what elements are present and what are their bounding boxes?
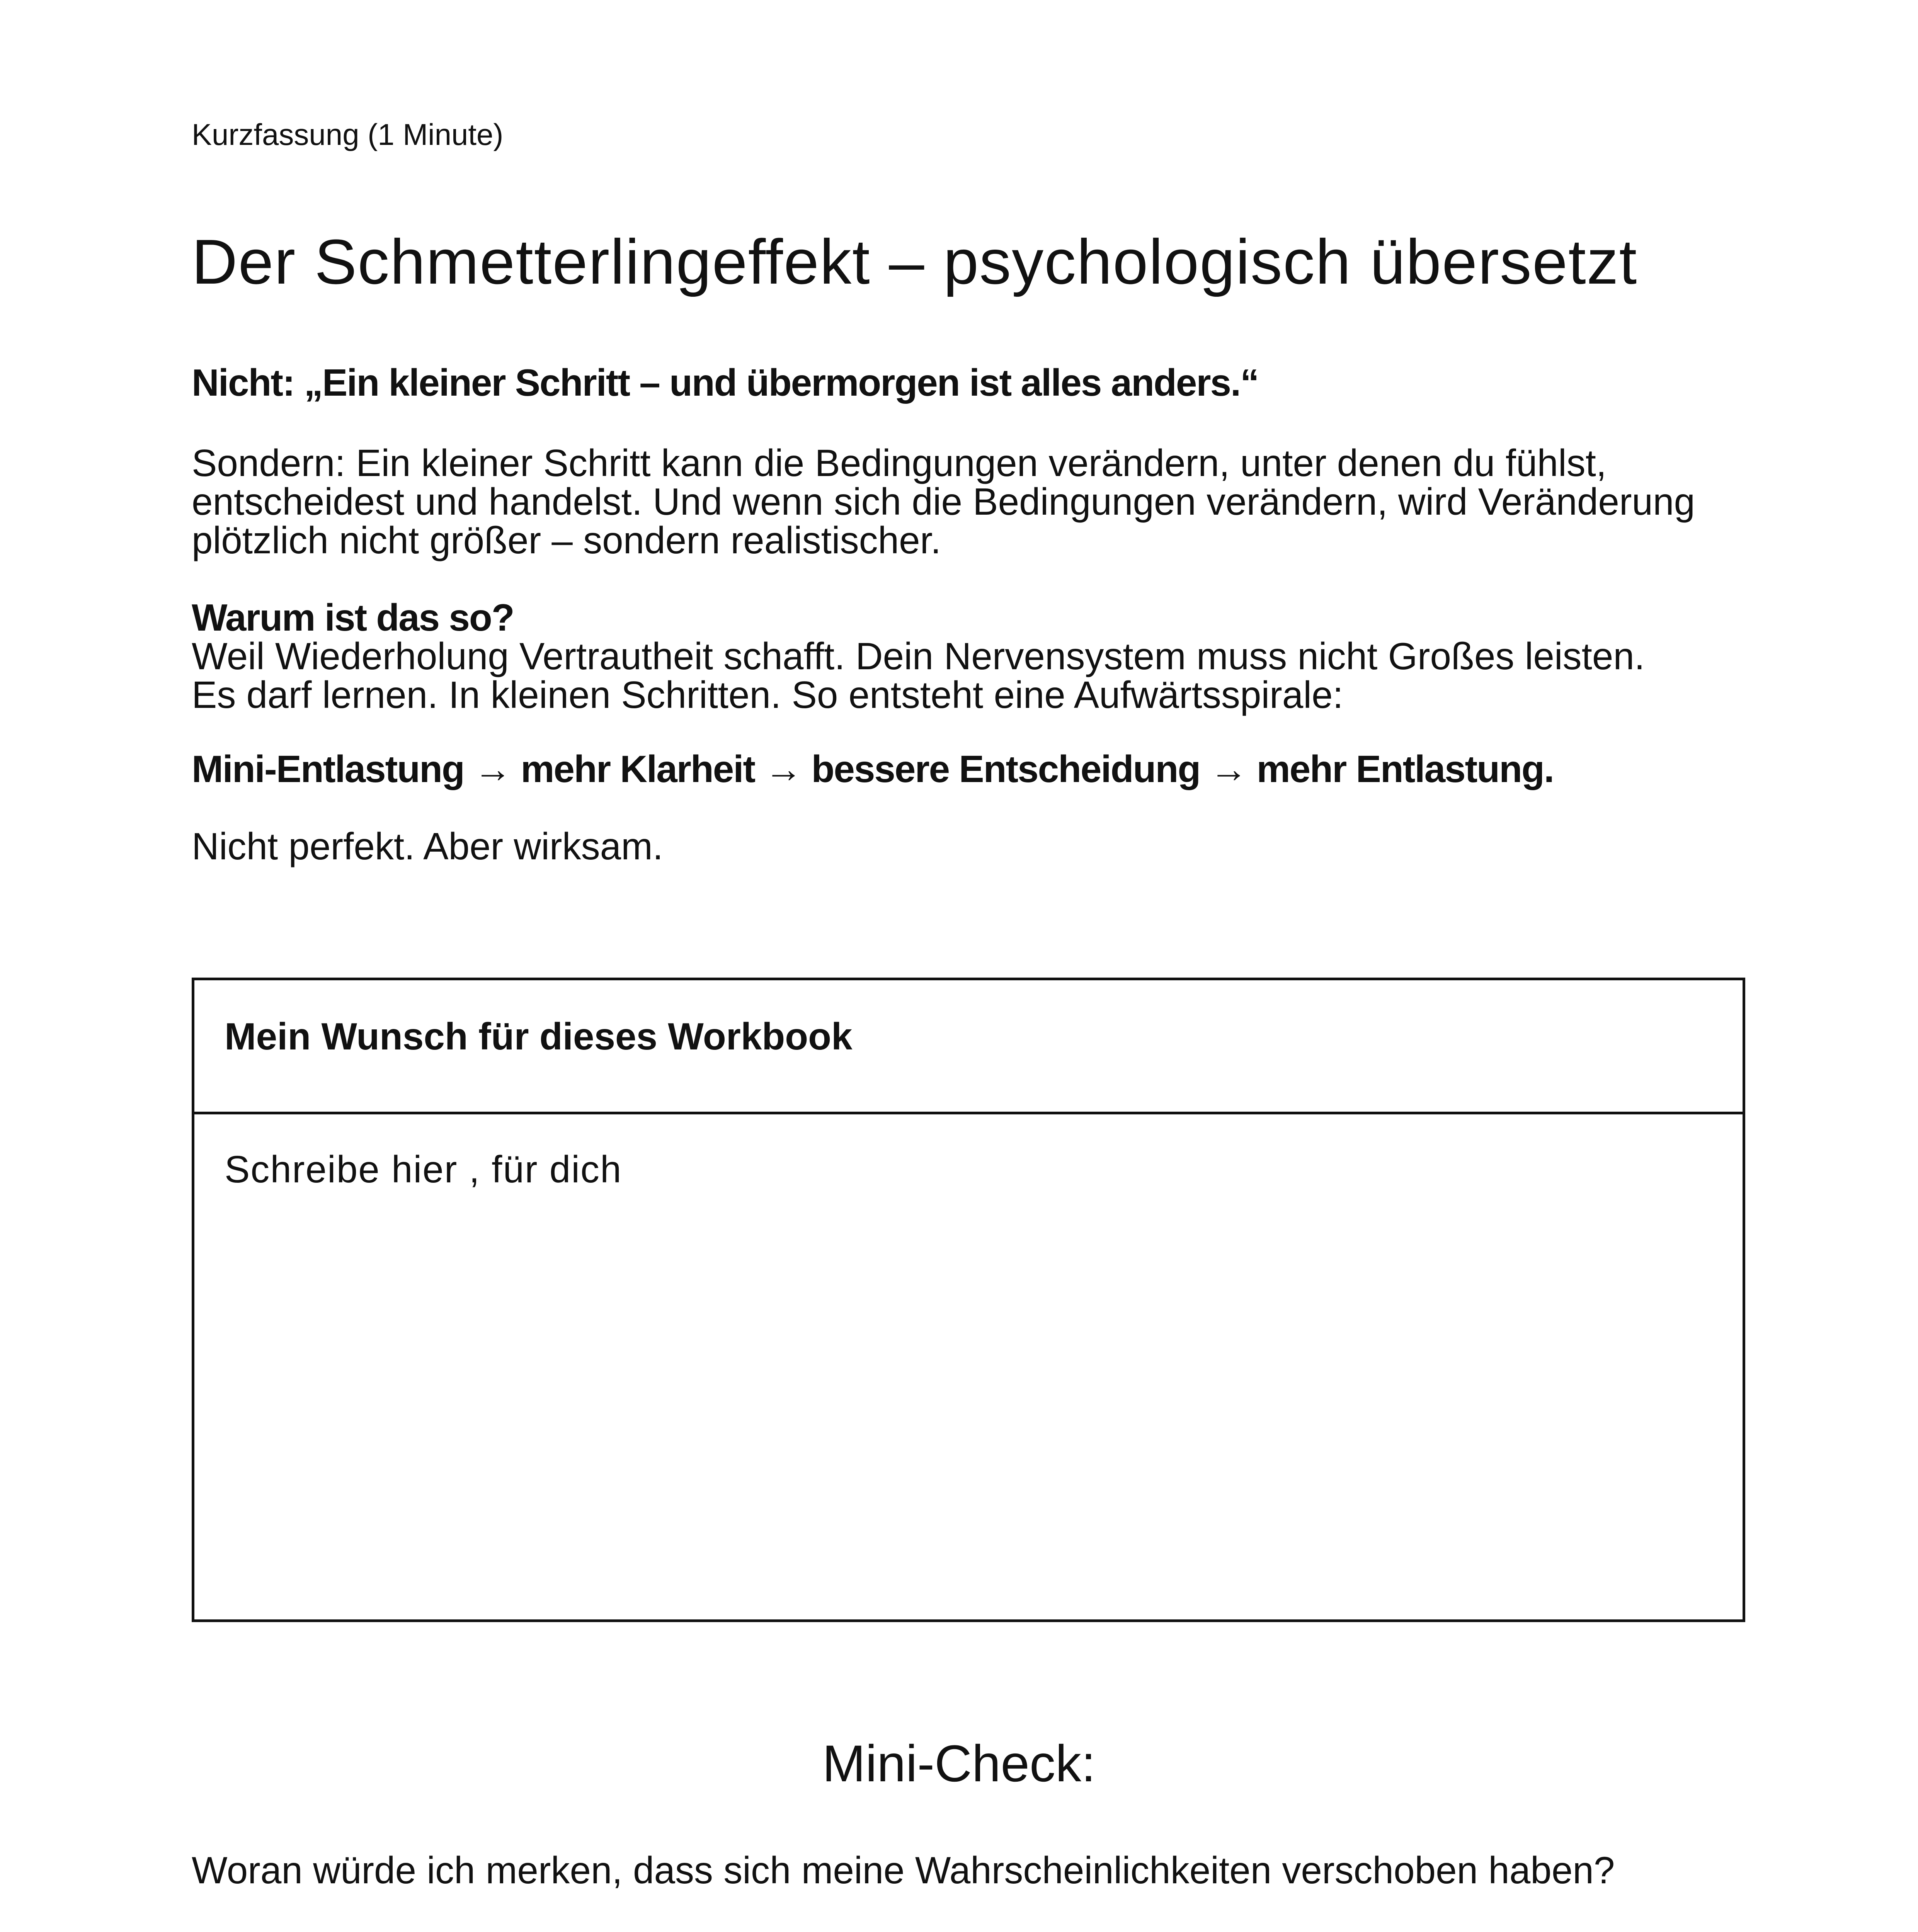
not-statement: Nicht: „Ein kleiner Schritt – und übermorgen ist alles anders.“ bbox=[192, 361, 1259, 404]
why-line: Weil Wiederholung Vertrautheit schafft. Dein Nervensystem muss nicht Großes leisten. bbox=[192, 635, 1645, 677]
wish-box-title: Mein Wunsch für dieses Workbook bbox=[225, 1015, 853, 1058]
wish-placeholder: Schreibe hier , für dich bbox=[225, 1148, 622, 1190]
instead-paragraph bbox=[192, 444, 1695, 560]
instead-line: plötzlich nicht größer – sondern realistischer. bbox=[192, 519, 941, 561]
spiral-statement: Mini-Entlastung → mehr Klarheit → bessere Entscheidung → mehr Entlastung. bbox=[192, 748, 1554, 790]
why-heading: Warum ist das so? bbox=[192, 596, 514, 639]
instead-line: Sondern: Ein kleiner Schritt kann die Bedingungen verändern, unter denen du fühlst, bbox=[192, 442, 1607, 484]
instead-line: entscheidest und handelst. Und wenn sich die Bedingungen verändern, wird Veränderung bbox=[192, 480, 1695, 523]
wish-box-header bbox=[194, 980, 1743, 1114]
wish-writing-area[interactable] bbox=[194, 1114, 1743, 1619]
closing-statement: Nicht perfekt. Aber wirksam. bbox=[192, 825, 663, 867]
why-paragraph bbox=[192, 637, 1645, 714]
why-line: Es darf lernen. In kleinen Schritten. So entsteht eine Aufwärtsspirale: bbox=[192, 673, 1343, 716]
mini-check-title: Mini-Check: bbox=[822, 1735, 1096, 1793]
wish-box bbox=[192, 978, 1745, 1622]
page-title: Der Schmetterlingeffekt – psychologisch übersetzt bbox=[192, 226, 1638, 297]
section-kicker: Kurzfassung (1 Minute) bbox=[192, 117, 504, 151]
mini-check-question: Woran würde ich merken, dass sich meine Wahrscheinlichkeiten verschoben haben? bbox=[192, 1849, 1615, 1891]
